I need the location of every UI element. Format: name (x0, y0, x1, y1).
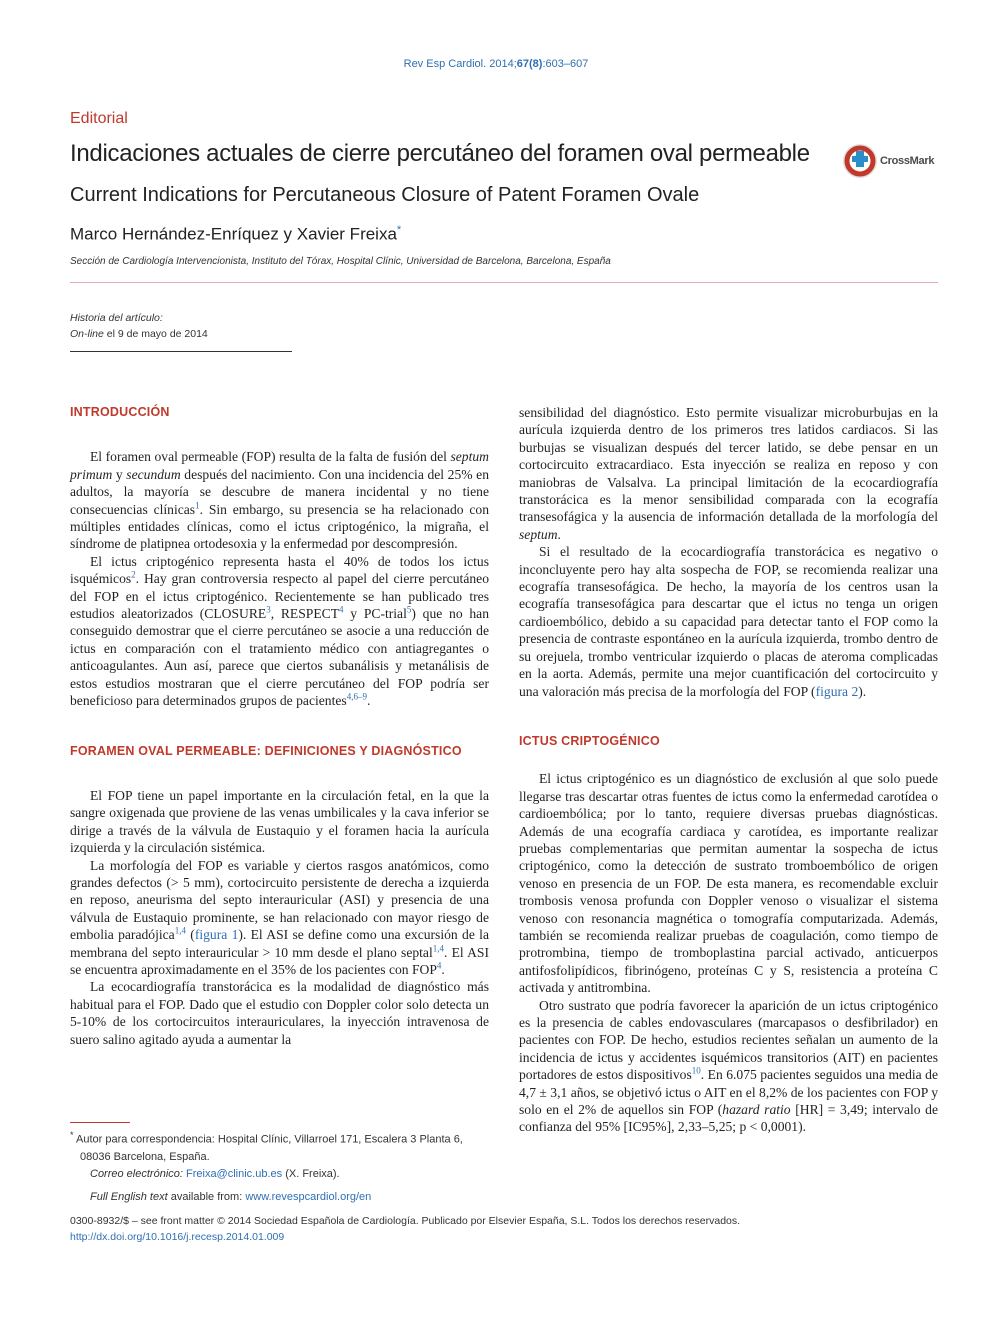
title-spanish: Indicaciones actuales de cierre percutáneo del foramen oval permeable (70, 140, 810, 167)
divider (70, 282, 938, 283)
fulltext-link[interactable]: www.revespcardiol.org/en (245, 1190, 372, 1203)
doi-link[interactable]: http://dx.doi.org/10.1016/j.recesp.2014.01.009 (70, 1231, 285, 1243)
email-link[interactable]: Freixa@clinic.ub.es (186, 1167, 283, 1180)
authors: Marco Hernández-Enríquez y Xavier Freixa* (70, 224, 402, 244)
right-column (519, 404, 938, 1136)
paragraph: El ictus criptogénico representa hasta el 40% de todos los ictus isquémicos$^2$. Hay gran controversia respecto al papel del cierre percutáneo del FOP en el ictus criptogénico. Recientemente se han publicado tres estudios aleatorizados (CLOSURE$^3$, RESPECT$^4$ y PC-trial$^5$) que no han conseguido demostrar que el cierre percutáneo se asocie a una reducción de ictus en comparación con el tratamiento médico con antiagregantes o anticoagulantes. Aun así, parece que ciertos subanálisis y metanálisis de estos estudios mostraran que el cierre percutáneo del FOP podría ser beneficioso para determinados grupos de pacientes$^{4,6-9}$. (70, 553, 489, 709)
paragraph: Otro sustrato que podría favorecer la aparición de un ictus criptogénico es la presencia de cables endovasculares (marcapasos o desfibrilador) en pacientes con FOP. De hecho, estudios recientes señalan un aumento de la incidencia de ictus y accidentes isquémicos transitorios (AIT) en pacientes portadores de estos dispositivos$^{10}$. En 6.075 pacientes seguidos una media de 4,7 ± 3,1 años, se objetivó ictus o AIT en el 8,2% de los pacientes con FOP y solo en el 2% de aquellos sin FOP (hazard ratio [HR] = 3,49; intervalo de confianza del 95% [IC95%], 2,33–5,25; p < 0,0001). (519, 997, 938, 1135)
paragraph: El FOP tiene un papel importante en la circulación fetal, en la que la sangre oxigenada que proviene de las venas umbilicales y la cava inferior se dirige a través de la válvula de Eustaquio y el foramen hacia la aurícula izquierda y la circulación sistémica. (70, 787, 489, 856)
copyright-footer: 0300-8932/$ – see front matter © 2014 Sociedad Española de Cardiología. Publicado por Elsevier España, S.L. Todos los derechos reservados. http://dx.doi.org/10.1016/j.recesp.2014.01.009 (70, 1215, 741, 1243)
section-label: Editorial (70, 110, 128, 127)
left-column (70, 404, 489, 1048)
heading-introduccion: INTRODUCCIÓN (70, 405, 170, 419)
footnote-rule (70, 1122, 130, 1123)
paragraph: La morfología del FOP es variable y ciertos rasgos anatómicos, como grandes defectos (> 5 mm), cortocircuito persistente de derecha a izquierda en reposo, aneurisma del septo interauricular (ASI) y presencia de una válvula de Eustaquio prominente, se han relacionado con mayor riesgo de embolia paradójica$^{1,4}$ (figura 1). El ASI se define como una excursión de la membrana del septo interauricular > 10 mm desde el plano septal$^{1,4}$. El ASI se encuentra aproximadamente en el 35% de los pacientes con FOP$^4$. (70, 857, 489, 977)
heading-ictus: ICTUS CRIPTOGÉNICO (519, 733, 660, 748)
paragraph: El ictus criptogénico es un diagnóstico de exclusión al que solo puede llegarse tras descartar otras fuentes de ictus como la enfermedad carotídea o cardioembólica; por lo tanto, requiere diversas pruebas diagnósticas. Además de una ecografía cardiaca y carotídea, es importante realizar pruebas complementarias que permitan aumentar la sospecha de ictus criptogénico, como la detección de sustrato tromboembólico de origen venoso en presencia de un FOP. De esta manera, es recomendable excluir trombosis venosa profunda con Doppler venoso o visualizar el sistema venoso con resonancia magnética o tomografía computarizada. Además, también se recomienda realizar pruebas de coagulación, como tiempo de protrombina, tiempo de tromboplastina parcial activado, anticuerpos antifosfolipídicos, fibrinógeno, proteínas C y S, resistencia a proteína C activada y antitrombina. (519, 771, 938, 996)
paragraph: El foramen oval permeable (FOP) resulta de la falta de fusión del septum primum y secundum después del nacimiento. Con una incidencia del 25% en adultos, la mayoría se descubre de manera incidental y no tiene consecuencias clínicas$^1$. Sin embargo, su presencia se ha relacionado con múltiples entidades clínicas, como el ictus criptogénico, la migraña, el síndrome de platipnea ortodesoxia y la enfermedad por descompresión. (70, 449, 489, 552)
article-history: Historia del artículo: On-line el 9 de mayo de 2014 (70, 312, 208, 340)
paragraph: La ecocardiografía transtorácica es la modalidad de diagnóstico más habitual para el FOP. Dado que el estudio con Doppler color solo detecta un 5-10% de los cortocircuitos interauriculares, la inyección intravenosa de suero salino agitado ayuda a aumentar la (70, 979, 489, 1047)
crossmark-label: CrossMark (880, 155, 935, 167)
author-correspondence-mark[interactable]: * (396, 224, 402, 236)
affiliation: Sección de Cardiología Intervencionista, Instituto del Tórax, Hospital Clínic, Universidad de Barcelona, Barcelona, España (70, 256, 611, 267)
heading-fop: FORAMEN OVAL PERMEABLE: DEFINICIONES Y DIAGNÓSTICO (70, 743, 462, 758)
title-english: Current Indications for Percutaneous Closure of Patent Foramen Ovale (70, 184, 700, 206)
paragraph: sensibilidad del diagnóstico. Esto permite visualizar microburbujas en la aurícula izquierda dentro de los primeros tres latidos cardiacos. Si las burbujas se visualizan después del tercer latido, se debe pensar en un cortocircuito extracardiaco. Esta inyección se realiza en reposo y con maniobras de Valsalva. La principal limitación de la ecocardiografía transtorácica es la menor sensibilidad comparada con la ecografía transesofágica y la ausencia de información detallada de la morfología del septum. (519, 405, 938, 542)
paragraph: Si el resultado de la ecocardiografía transtorácica es negativo o inconcluyente pero hay alta sospecha de FOP, se recomienda realizar una ecografía transesofágica. De hecho, la mayoría de los centros usan la ecografía transesofágica para descartar que el ictus no tenga un origen cardioembólico, debido a su capacidad para detectar tanto el FOP como la presencia de contraste espontáneo en la aurícula izquierda, trombo dentro de su orejuela, trombo ventricular izquierdo o placas de ateroma complicadas en la aorta. Además, permite una mejor cuantificación del cortocircuito y una valoración más precisa de la morfología del FOP (figura 2). (519, 544, 938, 699)
footnote: * Autor para correspondencia: Hospital Clínic, Villarroel 171, Escalera 3 Planta 6, 08036 Barcelona, España. Correo electrónico: Freixa@clinic.ub.es (X. Freixa). Full English text available from: www.revespcardiol.org/en (70, 1130, 463, 1203)
crossmark-badge[interactable] (842, 143, 942, 183)
crossmark-icon (842, 143, 878, 179)
divider-short (70, 351, 292, 352)
journal-citation[interactable]: Rev Esp Cardiol. 2014;67(8):603–607 (403, 58, 589, 70)
